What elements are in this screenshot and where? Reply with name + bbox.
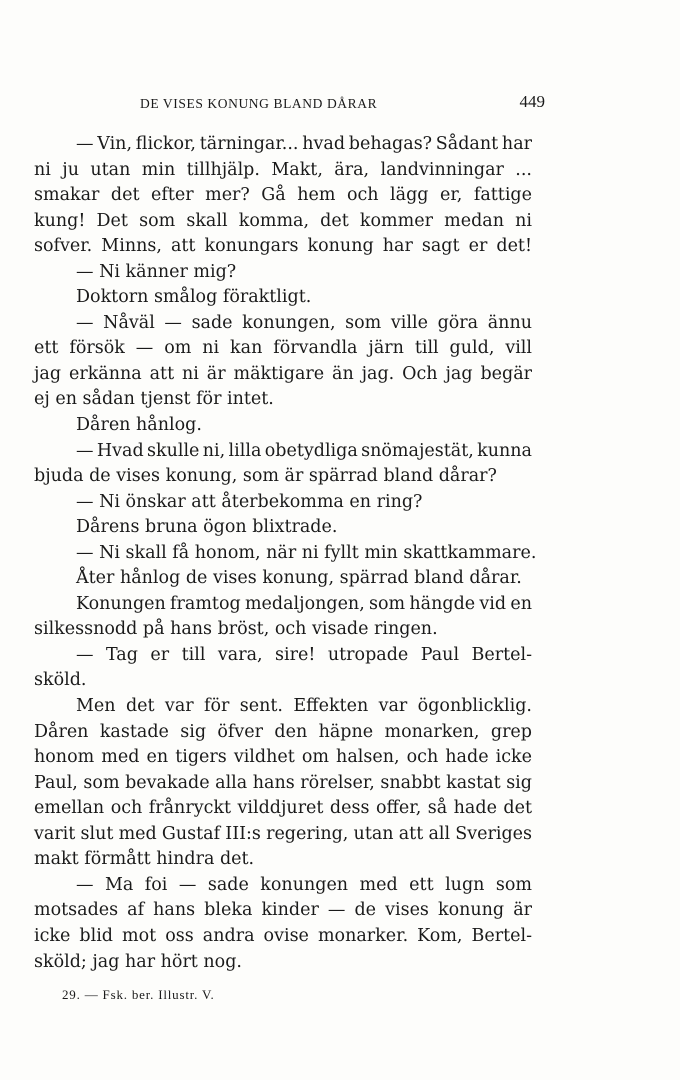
text-line: Dåren hånlog. [76,415,202,436]
text-line: — Nåväl — sade konungen, som ville göra ännu [76,312,532,333]
text-line: — Ni känner mig? [76,261,237,282]
text-line: icke blid mot oss andra ovise monarker. Kom, Bertel- [34,925,532,946]
text-line: ni ju utan min tillhjälp. Makt, ära, landvinningar ... [34,159,532,180]
text-line: varit slut med Gustaf III:s regering, utan att all Sveriges [34,823,532,844]
text-line: Dåren kastade sig öfver den häpne monarken, grep [34,721,532,742]
page-header [140,92,545,116]
text-line: emellan och frånryckt vilddjuret dess offer, så hade det [34,798,532,819]
page-number: 449 [519,92,545,111]
running-head: DE VISES KONUNG BLAND DÅRAR [140,96,378,111]
text-line: bjuda de vises konung, som är spärrad bland dårar? [34,466,497,487]
text-line: — Hvad skulle ni, lilla obetydliga snömajestät, kunna [76,440,532,461]
text-line: — Ni skall få honom, när ni fyllt min skattkammare. [76,542,537,563]
text-line: jag erkänna att ni är mäktigare än jag. Och jag begär [34,363,532,384]
text-line: Dårens bruna ögon blixtrade. [76,517,338,538]
text-line: Paul, som bevakade alla hans rörelser, snabbt kastat sig [34,772,532,793]
text-line: kung! Det som skall komma, det kommer medan ni [34,210,532,231]
text-line: Åter hånlog de vises konung, spärrad bland dårar. [76,568,522,589]
text-line: makt förmått hindra det. [34,849,255,870]
body-text [34,132,537,975]
text-line: silkessnodd på hans bröst, och visade ringen. [34,619,438,640]
text-line: honom med en tigers vildhet om halsen, och hade icke [34,747,532,768]
text-line: — Ni önskar att återbekomma en ring? [76,491,423,512]
text-line: Doktorn smålog föraktligt. [76,287,312,308]
text-line: sköld. [34,670,87,691]
signature-mark: 29. — Fsk. ber. Illustr. V. [62,987,215,1002]
text-line: Konungen framtog medaljongen, som hängde vid en [76,593,532,614]
text-line: sköld; jag har hört nog. [34,951,242,972]
text-line: ett försök — om ni kan förvandla järn till guld, vill [34,338,532,359]
text-line: sofver. Minns, att konungars konung har sagt er det! [34,236,532,257]
text-line: motsades af hans bleka kinder — de vises konung är [34,900,532,921]
text-line: — Ma foi — sade konungen med ett lugn som [76,874,532,895]
text-line: smakar det efter mer? Gå hem och lägg er, fattige [34,185,532,206]
text-line: — Vin, flickor, tärningar... hvad behagas? Sådant har [76,134,532,154]
text-line: — Tag er till vara, sire! utropade Paul Bertel- [76,644,532,665]
text-line: ej en sådan tjenst för intet. [34,389,274,410]
text-line: Men det var för sent. Effekten var ögonblicklig. [76,696,532,717]
